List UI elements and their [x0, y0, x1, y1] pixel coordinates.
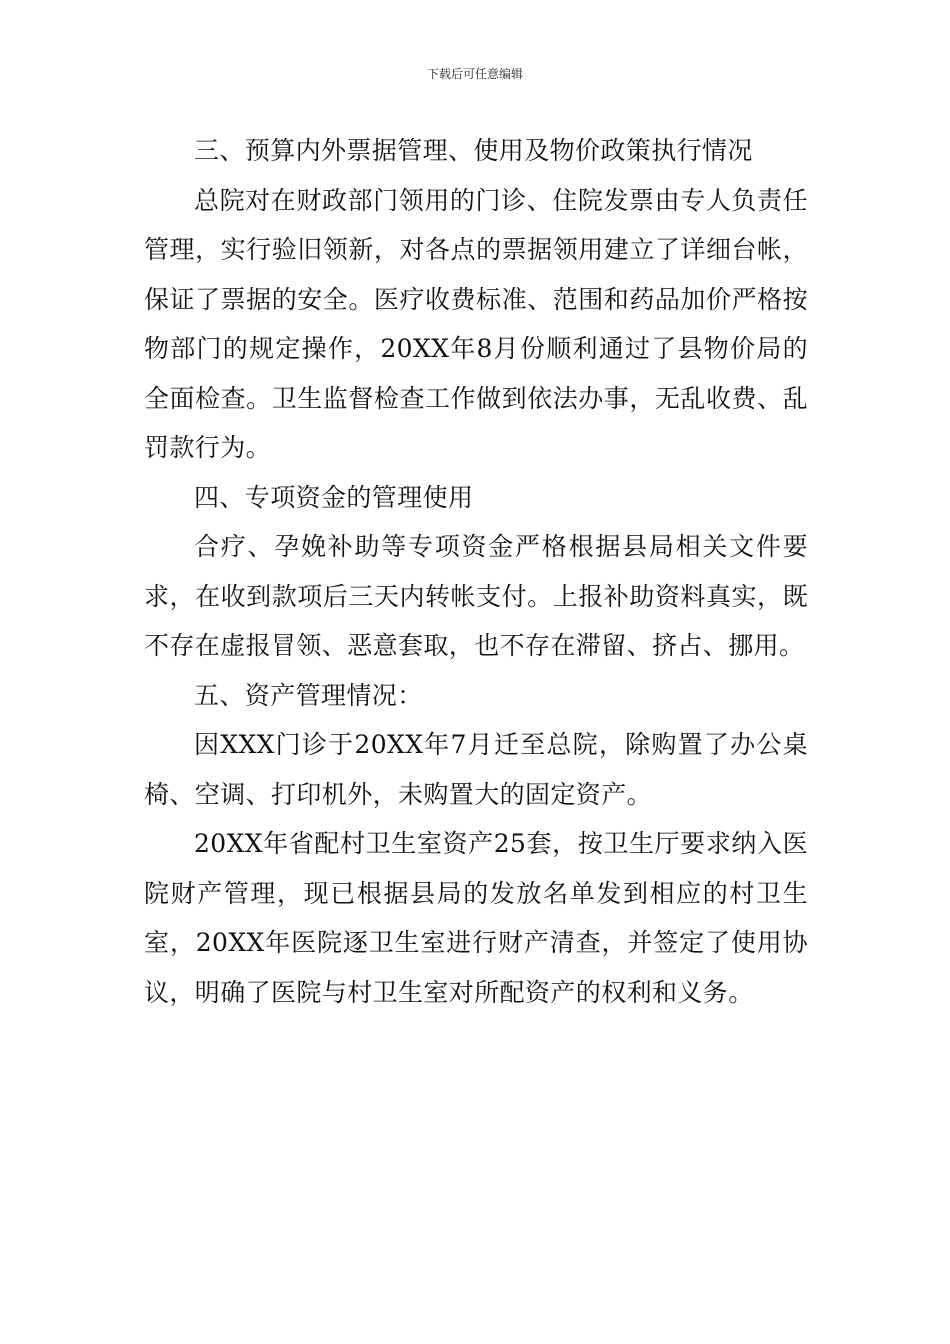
paragraph-special-funds: 合疗、孕娩补助等专项资金严格根据县局相关文件要求，在收到款项后三天内转帐支付。上报补助资料真实，既不存在虚报冒领、恶意套取，也不存在滞留、挤占、挪用。: [144, 532, 808, 660]
section-heading-5: 五、资产管理情况：: [194, 680, 423, 710]
paragraph-village-clinic-assets: 20XX年省配村卫生室资产25套，按卫生厅要求纳入医院财产管理，现已根据县局的发放名单发到相应的村卫生室，20XX年医院逐卫生室进行财产清查，并签定了使用协议，明确了医院与村卫生室对所配资产的权利和义务。: [144, 829, 808, 1007]
paragraph-asset-purchase: 因XXX门诊于20XX年7月迁至总院，除购置了办公桌椅、空调、打印机外，未购置大的固定资产。: [144, 730, 808, 809]
paragraph-invoice-management: 总院对在财政部门领用的门诊、住院发票由专人负责任管理，实行验旧领新，对各点的票据领用建立了详细台帐，保证了票据的安全。医疗收费标准、范围和药品加价严格按物部门的规定操作，20XX年8月份顺利通过了县物价局的全面检查。卫生监督检查工作做到依法办事，无乱收费、乱罚款行为。: [144, 185, 808, 462]
section-heading-3: 三、预算内外票据管理、使用及物价政策执行情况: [194, 136, 753, 165]
page-header: 下载后可任意编辑: [426, 67, 523, 81]
document-body: [144, 126, 808, 1017]
section-heading-4: 四、专项资金的管理使用: [194, 482, 474, 512]
